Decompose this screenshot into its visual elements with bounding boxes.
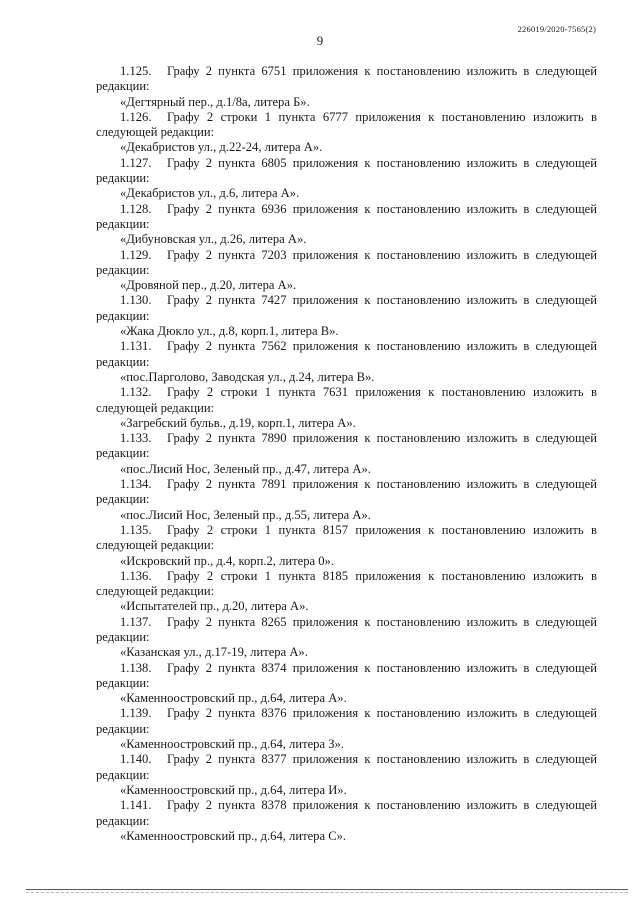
- amendment-item: [96, 385, 597, 431]
- amendment-address: «Казанская ул., д.17-19, литера А».: [120, 645, 308, 660]
- amendment-instruction: [96, 569, 597, 600]
- amendment-address: «пос.Лисий Нос, Зеленый пр., д.55, литера А».: [120, 507, 371, 522]
- amendment-item: [96, 156, 597, 202]
- amendment-number: 1.128.: [120, 201, 152, 216]
- amendment-text: Графу 2 пункта 8376 приложения к постановлению изложить в следующей редакции:: [96, 706, 597, 736]
- amendment-item: [96, 661, 597, 707]
- amendment-instruction: [96, 293, 597, 324]
- amendment-address: «Каменноостровский пр., д.64, литера А».: [120, 691, 347, 706]
- amendment-instruction: [96, 64, 597, 95]
- amendment-address: «Декабристов ул., д.6, литера А».: [120, 186, 300, 201]
- amendment-instruction: [96, 156, 597, 187]
- document-id: 226019/2020-7565(2): [517, 24, 596, 34]
- amendment-number: 1.137.: [120, 614, 152, 629]
- amendment-instruction: [96, 202, 597, 233]
- amendment-number: 1.133.: [120, 431, 152, 446]
- amendment-number: 1.135.: [120, 522, 152, 537]
- amendment-item: [96, 752, 597, 798]
- amendment-item: [96, 798, 597, 844]
- amendment-number: 1.140.: [120, 752, 152, 767]
- amendment-item: [96, 569, 597, 615]
- amendment-item: [96, 248, 597, 294]
- amendment-address: «Испытателей пр., д.20, литера А».: [120, 599, 309, 614]
- amendment-item: [96, 477, 597, 523]
- amendment-number: 1.131.: [120, 339, 152, 354]
- amendment-number: 1.129.: [120, 247, 152, 262]
- amendment-text: Графу 2 строки 1 пункта 8185 приложения к постановлению изложить в следующей редакции:: [96, 568, 597, 599]
- amendment-address: «Дегтярный пер., д.1/8а, литера Б».: [120, 94, 310, 109]
- amendment-text: Графу 2 пункта 8374 приложения к постановлению изложить в следующей редакции:: [96, 660, 597, 690]
- amendment-address: «Искровский пр., д.4, корп.2, литера 0».: [120, 553, 334, 568]
- amendment-text: Графу 2 пункта 6805 приложения к постановлению изложить в следующей редакции:: [96, 155, 597, 186]
- amendment-number: 1.134.: [120, 477, 152, 492]
- amendment-instruction: [96, 477, 597, 508]
- bottom-rule: [26, 889, 628, 890]
- amendment-item: [96, 202, 597, 248]
- amendment-text: Графу 2 строки 1 пункта 6777 приложения к постановлению изложить в следующей редакции:: [96, 109, 597, 140]
- amendment-instruction: [96, 661, 597, 692]
- amendment-text: Графу 2 строки 1 пункта 8157 приложения к постановлению изложить в следующей редакции:: [96, 522, 597, 553]
- amendment-number: 1.141.: [120, 798, 152, 813]
- amendment-number: 1.130.: [120, 293, 152, 308]
- amendment-address: «Каменноостровский пр., д.64, литера И».: [120, 782, 347, 797]
- amendment-instruction: [96, 385, 597, 416]
- amendment-address: «пос.Лисий Нос, Зеленый пр., д.47, литера А».: [120, 461, 371, 476]
- amendment-item: [96, 64, 597, 110]
- amendment-address: «Каменноостровский пр., д.64, литера З».: [120, 737, 344, 752]
- page-number: 9: [316, 33, 324, 48]
- amendment-text: Графу 2 пункта 8265 приложения к постановлению изложить в следующей редакции:: [96, 614, 597, 644]
- document-body: [96, 64, 597, 844]
- amendment-item: [96, 110, 597, 156]
- amendment-instruction: [96, 248, 597, 279]
- amendment-item: [96, 523, 597, 569]
- amendment-item: [96, 706, 597, 752]
- amendment-address: «Дибуновская ул., д.26, литера А».: [120, 232, 307, 247]
- amendment-address: «пос.Парголово, Заводская ул., д.24, литера В».: [120, 369, 375, 384]
- amendment-instruction: [96, 523, 597, 554]
- amendment-text: Графу 2 пункта 8378 приложения к постановлению изложить в следующей редакции:: [96, 798, 597, 828]
- amendment-text: Графу 2 пункта 7427 приложения к постановлению изложить в следующей редакции:: [96, 293, 597, 323]
- amendment-text: Графу 2 пункта 7203 приложения к постановлению изложить в следующей редакции:: [96, 247, 597, 277]
- amendment-instruction: [96, 431, 597, 462]
- amendment-number: 1.125.: [120, 64, 152, 78]
- amendment-number: 1.132.: [120, 385, 152, 400]
- amendment-address: «Каменноостровский пр., д.64, литера С».: [120, 828, 347, 843]
- amendment-instruction: [96, 110, 597, 141]
- amendment-text: Графу 2 пункта 6936 приложения к постановлению изложить в следующей редакции:: [96, 201, 597, 231]
- amendment-instruction: [96, 706, 597, 737]
- amendment-item: [96, 293, 597, 339]
- amendment-number: 1.138.: [120, 660, 152, 675]
- amendment-address: «Декабристов ул., д.22-24, литера А».: [120, 140, 323, 155]
- amendment-text: Графу 2 пункта 8377 приложения к постановлению изложить в следующей редакции:: [96, 752, 597, 782]
- amendment-text: Графу 2 пункта 6751 приложения к постановлению изложить в следующей редакции:: [96, 64, 597, 94]
- amendment-item: [96, 615, 597, 661]
- amendment-address: «Жака Дюкло ул., д.8, корп.1, литера В».: [120, 324, 339, 339]
- amendment-text: Графу 2 пункта 7890 приложения к постановлению изложить в следующей редакции:: [96, 431, 597, 461]
- amendment-text: Графу 2 пункта 7891 приложения к постановлению изложить в следующей редакции:: [96, 477, 597, 507]
- amendment-instruction: [96, 339, 597, 370]
- amendment-address: «Дровяной пер., д.20, литера А».: [120, 278, 297, 293]
- amendment-number: 1.139.: [120, 706, 152, 721]
- amendment-instruction: [96, 752, 597, 783]
- amendment-item: [96, 431, 597, 477]
- amendment-number: 1.126.: [120, 109, 152, 124]
- amendment-text: Графу 2 пункта 7562 приложения к постановлению изложить в следующей редакции:: [96, 339, 597, 369]
- amendment-instruction: [96, 798, 597, 829]
- amendment-instruction: [96, 615, 597, 646]
- amendment-text: Графу 2 строки 1 пункта 7631 приложения к постановлению изложить в следующей редакции:: [96, 385, 597, 415]
- amendment-item: [96, 339, 597, 385]
- amendment-number: 1.136.: [120, 568, 152, 583]
- amendment-number: 1.127.: [120, 155, 152, 170]
- amendment-address: «Загребский бульв., д.19, корп.1, литера А».: [120, 415, 356, 430]
- scan-edge-mark: [26, 892, 628, 896]
